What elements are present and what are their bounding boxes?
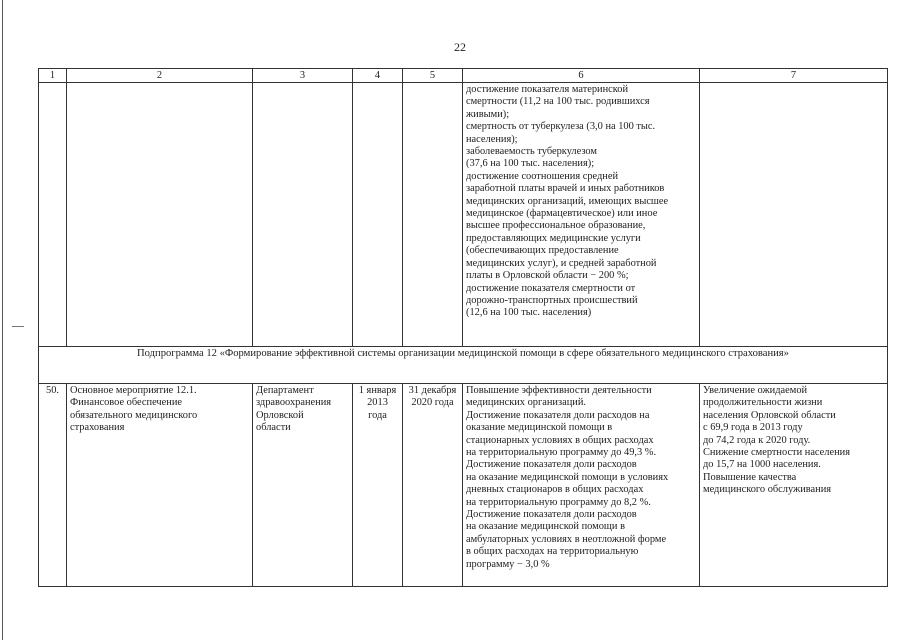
cont-col-1 (39, 83, 67, 347)
cont-indicators-cell: достижение показателя материнской смертности (11,2 на 100 тыс. родившихся живыми); смертность от туберкулеза (3,0 на 100 тыс. населения); заболеваемость туберкулезом (37,6 на 100 тыс. населения); достижение соотношения средней заработной платы врачей и иных работников медицинских организаций, имеющих высшее медицинское (фармацевтическое) или иное высшее профессиональное образование, предоставляющих медицинские услуги (обеспечивающих предоставление медицинских услуг), и средней заработной платы в Орловской области − 200 %; достижение показателя смертности от дорожно-транспортных происшествий (12,6 на 100 тыс. населения) (463, 83, 700, 347)
start-date-cell: 1 января 2013 года (353, 384, 403, 587)
header-col-4: 4 (353, 69, 403, 83)
subprogram-title: Подпрограмма 12 «Формирование эффективной системы организации медицинской помощи в сфере обязательного медицинского страхования» (39, 347, 888, 384)
row-number: 50. (39, 384, 67, 587)
cont-col-7 (700, 83, 888, 347)
cont-col-5 (403, 83, 463, 347)
header-col-2: 2 (67, 69, 253, 83)
header-col-1: 1 (39, 69, 67, 83)
table-row (39, 384, 888, 587)
activity-cell: Основное мероприятие 12.1. Финансовое обеспечение обязательного медицинского страхования (67, 384, 253, 587)
expected-results-cell: Увеличение ожидаемой продолжительности жизни населения Орловской области с 69,9 года в 2013 году до 74,2 года к 2020 году. Снижение смертности населения до 15,7 на 1000 населения. Повышение качества медицинского обслуживания (700, 384, 888, 587)
executor-cell: Департамент здравоохранения Орловской области (253, 384, 353, 587)
page-number: 22 (454, 40, 466, 54)
end-date-cell: 31 декабря 2020 года (403, 384, 463, 587)
indicators-cell: Повышение эффективности деятельности медицинских организаций. Достижение показателя доли расходов на оказание медицинской помощи в стационарных условиях в общих расходах на территориальную программу до 49,3 %. Достижение показателя доли расходов на оказание медицинской помощи в условиях дневных стационаров в общих расходах на территориальную программу до 8,2 %. Достижение показателя доли расходов на оказание медицинской помощи в амбулаторных условиях в неотложной форме в общих расходах на территориальную программу − 3,0 % (463, 384, 700, 587)
cont-col-2 (67, 83, 253, 347)
cont-col-3 (253, 83, 353, 347)
header-row (39, 69, 888, 83)
header-col-6: 6 (463, 69, 700, 83)
subprogram-row (39, 347, 888, 384)
header-col-3: 3 (253, 69, 353, 83)
header-col-5: 5 (403, 69, 463, 83)
header-col-7: 7 (700, 69, 888, 83)
page-edge-line (2, 0, 3, 640)
program-table (38, 68, 888, 587)
scan-artifact (12, 326, 24, 327)
cont-col-4 (353, 83, 403, 347)
continuation-row (39, 83, 888, 347)
